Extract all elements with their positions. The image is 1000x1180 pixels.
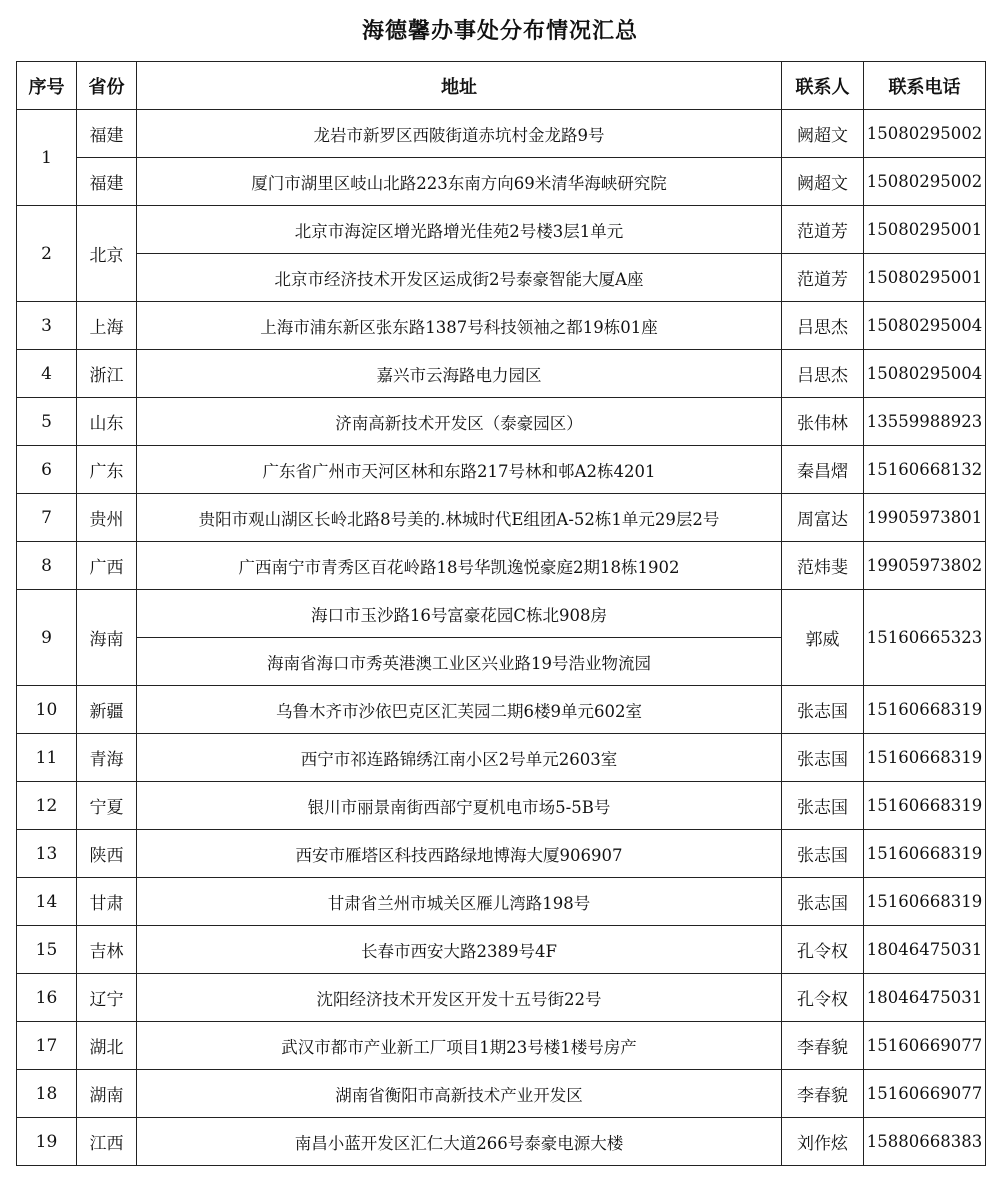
cell-contact: 张志国 xyxy=(782,782,864,830)
cell-contact: 张志国 xyxy=(782,734,864,782)
cell-province: 贵州 xyxy=(77,494,137,542)
cell-province: 福建 xyxy=(77,158,137,206)
table-row xyxy=(17,110,986,158)
cell-address: 乌鲁木齐市沙依巴克区汇芙园二期6楼9单元602室 xyxy=(137,686,782,734)
cell-contact: 张志国 xyxy=(782,686,864,734)
header-phone: 联系电话 xyxy=(864,62,986,110)
cell-phone: 15880668383 xyxy=(864,1118,986,1166)
cell-no: 18 xyxy=(17,1070,77,1118)
cell-phone: 15160668319 xyxy=(864,734,986,782)
cell-province: 广西 xyxy=(77,542,137,590)
table-row xyxy=(17,254,986,302)
cell-phone: 13559988923 xyxy=(864,398,986,446)
table-body xyxy=(17,110,986,1166)
table-row xyxy=(17,398,986,446)
cell-address: 北京市经济技术开发区运成街2号泰豪智能大厦A座 xyxy=(137,254,782,302)
cell-address: 甘肃省兰州市城关区雁儿湾路198号 xyxy=(137,878,782,926)
table-row xyxy=(17,1118,986,1166)
cell-phone: 15080295001 xyxy=(864,206,986,254)
cell-contact: 刘作炫 xyxy=(782,1118,864,1166)
cell-address: 厦门市湖里区岐山北路223东南方向69米清华海峡研究院 xyxy=(137,158,782,206)
cell-province: 福建 xyxy=(77,110,137,158)
table-row xyxy=(17,1070,986,1118)
cell-phone: 18046475031 xyxy=(864,974,986,1022)
cell-address: 海口市玉沙路16号富豪花园C栋北908房 xyxy=(137,590,782,638)
header-no: 序号 xyxy=(17,62,77,110)
table-row xyxy=(17,1022,986,1070)
cell-address: 湖南省衡阳市高新技术产业开发区 xyxy=(137,1070,782,1118)
header-address: 地址 xyxy=(137,62,782,110)
table-row xyxy=(17,494,986,542)
cell-address: 济南高新技术开发区（泰豪园区） xyxy=(137,398,782,446)
cell-contact: 吕思杰 xyxy=(782,302,864,350)
cell-contact: 范道芳 xyxy=(782,206,864,254)
cell-phone: 19905973802 xyxy=(864,542,986,590)
cell-address: 北京市海淀区增光路增光佳苑2号楼3层1单元 xyxy=(137,206,782,254)
cell-address: 长春市西安大路2389号4F xyxy=(137,926,782,974)
cell-no: 14 xyxy=(17,878,77,926)
cell-no: 5 xyxy=(17,398,77,446)
cell-address: 上海市浦东新区张东路1387号科技领袖之都19栋01座 xyxy=(137,302,782,350)
cell-province: 广东 xyxy=(77,446,137,494)
cell-phone: 15160668319 xyxy=(864,782,986,830)
cell-province: 湖北 xyxy=(77,1022,137,1070)
cell-address: 龙岩市新罗区西陂街道赤坑村金龙路9号 xyxy=(137,110,782,158)
cell-phone: 15160668319 xyxy=(864,878,986,926)
office-table xyxy=(16,61,986,1166)
table-row xyxy=(17,446,986,494)
cell-phone: 15080295004 xyxy=(864,350,986,398)
table-row xyxy=(17,590,986,638)
cell-province: 青海 xyxy=(77,734,137,782)
cell-contact: 周富达 xyxy=(782,494,864,542)
cell-province: 吉林 xyxy=(77,926,137,974)
cell-no: 8 xyxy=(17,542,77,590)
page-title: 海德馨办事处分布情况汇总 xyxy=(361,19,638,44)
header-province: 省份 xyxy=(77,62,137,110)
cell-province: 新疆 xyxy=(77,686,137,734)
cell-address: 嘉兴市云海路电力园区 xyxy=(137,350,782,398)
cell-address: 沈阳经济技术开发区开发十五号街22号 xyxy=(137,974,782,1022)
cell-phone: 15160669077 xyxy=(864,1070,986,1118)
table-row xyxy=(17,542,986,590)
table-row xyxy=(17,974,986,1022)
cell-contact: 孔令权 xyxy=(782,974,864,1022)
cell-contact: 李春貌 xyxy=(782,1022,864,1070)
cell-no: 15 xyxy=(17,926,77,974)
table-row xyxy=(17,926,986,974)
cell-address: 银川市丽景南街西部宁夏机电市场5-5B号 xyxy=(137,782,782,830)
cell-no: 6 xyxy=(17,446,77,494)
cell-no: 12 xyxy=(17,782,77,830)
cell-phone: 15160668132 xyxy=(864,446,986,494)
table-row xyxy=(17,734,986,782)
table-row xyxy=(17,206,986,254)
cell-address: 广东省广州市天河区林和东路217号林和邨A2栋4201 xyxy=(137,446,782,494)
cell-contact: 秦昌熠 xyxy=(782,446,864,494)
cell-address: 南昌小蓝开发区汇仁大道266号泰豪电源大楼 xyxy=(137,1118,782,1166)
cell-no: 1 xyxy=(17,110,77,206)
cell-phone: 19905973801 xyxy=(864,494,986,542)
cell-province: 北京 xyxy=(77,206,137,302)
cell-address: 贵阳市观山湖区长岭北路8号美的.林城时代E组团A-52栋1单元29层2号 xyxy=(137,494,782,542)
cell-contact: 郭威 xyxy=(782,590,864,686)
cell-phone: 18046475031 xyxy=(864,926,986,974)
cell-contact: 张志国 xyxy=(782,878,864,926)
header-contact: 联系人 xyxy=(782,62,864,110)
cell-contact: 范炜斐 xyxy=(782,542,864,590)
table-row xyxy=(17,302,986,350)
cell-phone: 15080295002 xyxy=(864,110,986,158)
table-row xyxy=(17,782,986,830)
cell-no: 13 xyxy=(17,830,77,878)
cell-province: 浙江 xyxy=(77,350,137,398)
cell-phone: 15160669077 xyxy=(864,1022,986,1070)
cell-contact: 孔令权 xyxy=(782,926,864,974)
cell-contact: 张志国 xyxy=(782,830,864,878)
cell-province: 海南 xyxy=(77,590,137,686)
cell-phone: 15160668319 xyxy=(864,686,986,734)
cell-phone: 15080295004 xyxy=(864,302,986,350)
cell-no: 2 xyxy=(17,206,77,302)
table-row xyxy=(17,878,986,926)
cell-no: 19 xyxy=(17,1118,77,1166)
table-row xyxy=(17,686,986,734)
cell-province: 宁夏 xyxy=(77,782,137,830)
cell-no: 4 xyxy=(17,350,77,398)
cell-phone: 15080295002 xyxy=(864,158,986,206)
table-row xyxy=(17,830,986,878)
cell-phone: 15160668319 xyxy=(864,830,986,878)
table-row xyxy=(17,158,986,206)
cell-no: 10 xyxy=(17,686,77,734)
cell-contact: 阙超文 xyxy=(782,158,864,206)
cell-address: 广西南宁市青秀区百花岭路18号华凯逸悦豪庭2期18栋1902 xyxy=(137,542,782,590)
cell-no: 9 xyxy=(17,590,77,686)
cell-province: 陕西 xyxy=(77,830,137,878)
cell-province: 上海 xyxy=(77,302,137,350)
cell-province: 甘肃 xyxy=(77,878,137,926)
table-row xyxy=(17,350,986,398)
cell-contact: 吕思杰 xyxy=(782,350,864,398)
cell-no: 17 xyxy=(17,1022,77,1070)
cell-province: 湖南 xyxy=(77,1070,137,1118)
cell-contact: 阙超文 xyxy=(782,110,864,158)
cell-no: 7 xyxy=(17,494,77,542)
cell-contact: 李春貌 xyxy=(782,1070,864,1118)
cell-no: 16 xyxy=(17,974,77,1022)
cell-address: 海南省海口市秀英港澳工业区兴业路19号浩业物流园 xyxy=(137,638,782,686)
cell-no: 3 xyxy=(17,302,77,350)
cell-contact: 范道芳 xyxy=(782,254,864,302)
cell-province: 山东 xyxy=(77,398,137,446)
cell-address: 西安市雁塔区科技西路绿地博海大厦906907 xyxy=(137,830,782,878)
cell-contact: 张伟林 xyxy=(782,398,864,446)
cell-no: 11 xyxy=(17,734,77,782)
cell-address: 武汉市都市产业新工厂项目1期23号楼1楼号房产 xyxy=(137,1022,782,1070)
cell-phone: 15080295001 xyxy=(864,254,986,302)
cell-address: 西宁市祁连路锦绣江南小区2号单元2603室 xyxy=(137,734,782,782)
cell-province: 江西 xyxy=(77,1118,137,1166)
table-header-row xyxy=(17,62,986,110)
cell-phone: 15160665323 xyxy=(864,590,986,686)
cell-province: 辽宁 xyxy=(77,974,137,1022)
